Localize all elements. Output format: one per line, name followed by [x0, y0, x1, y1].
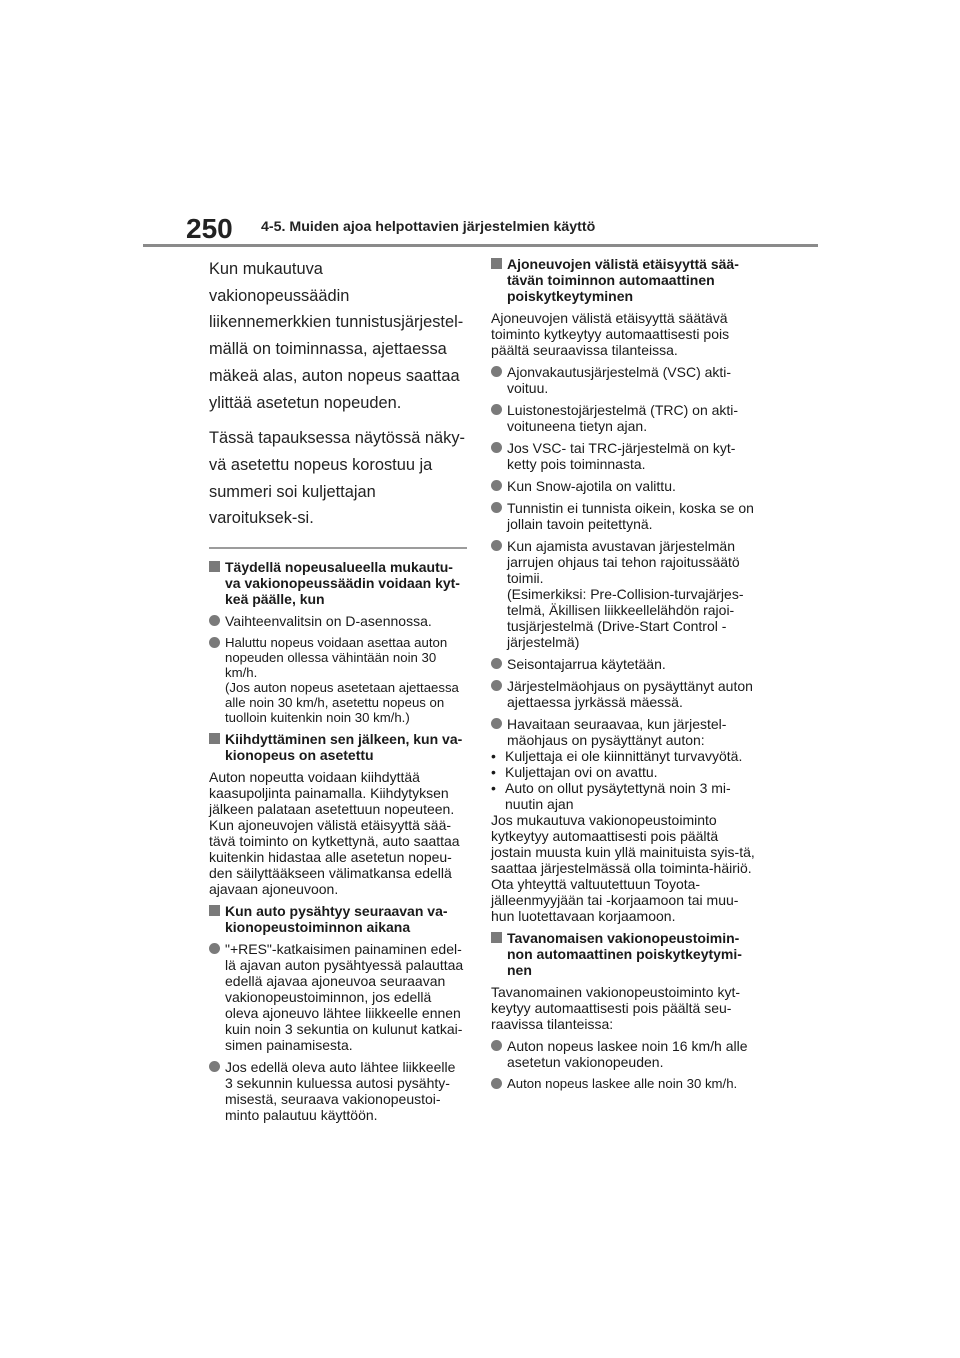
circle-bullet-icon — [209, 615, 220, 626]
heading-text: Tavanomaisen vakionopeustoimin-non automaattinen poiskytkeytymi-nen — [507, 930, 742, 978]
section-heading — [491, 256, 759, 304]
circle-bullet-icon — [491, 442, 502, 453]
bullet-note: (Jos auton nopeus asetetaan ajettaessa alle noin 30 km/h, asetettu nopeus on tuolloin kuitenkin noin 30 km/h.) — [225, 680, 459, 726]
left-column — [209, 256, 467, 1129]
sub-bullet-mark: • — [491, 764, 496, 780]
bullet-item — [209, 1059, 467, 1123]
heading-text: Täydellä nopeusalueella mukautu-va vakionopeussäädin voidaan kyt-keä päälle, kun — [225, 559, 460, 608]
sub-list-item — [491, 748, 759, 764]
body-paragraph: Jos mukautuva vakionopeustoiminto kytkeytyy automaattisesti pois päältä jostain muusta kuin yllä mainituista syis-tä, saattaa järjestelmässä olla toiminta-häiriö. Ota yhteyttä valtuutettuun Toyota-jälleenmyyjään tai -korjaamoon tai muu-hun luotettavaan korjaamoon. — [491, 812, 755, 924]
square-bullet-icon — [209, 733, 220, 744]
circle-bullet-icon — [491, 404, 502, 415]
section-heading — [491, 930, 759, 978]
circle-bullet-icon — [491, 680, 502, 691]
bullet-item — [491, 656, 759, 672]
bullet-text: "+RES"-katkaisimen painaminen edel-lä ajavan auton pysähtyessä palauttaa edellä ajavaa ajoneuvoa seuraavan vakionopeustoiminnon, jos edellä oleva ajoneuvo lähtee liikkeelle ennen kuin noin 3 sekuntia on kulunut katkai-simen painamisesta. — [225, 941, 464, 1054]
bullet-text: Seisontajarrua käytetään. — [507, 656, 666, 672]
bullet-text: Jos VSC- tai TRC-järjestelmä on kyt-ketty pois toiminnasta. — [507, 440, 736, 472]
bullet-text: Haluttu nopeus voidaan asettaa auton nopeuden ollessa vähintään noin 30 km/h. — [225, 635, 448, 681]
circle-bullet-icon — [491, 366, 502, 377]
bullet-item — [491, 402, 759, 434]
heading-text: Ajoneuvojen välistä etäisyyttä sää-tävän toiminnon automaattinen poiskytkeytyminen — [507, 256, 739, 304]
circle-bullet-icon — [491, 718, 502, 729]
sub-list-item — [491, 780, 759, 812]
bullet-item — [209, 613, 467, 629]
intro-paragraph-2: Tässä tapauksessa näytössä näky-vä asetettu nopeus korostuu ja summeri soi kuljettajan varoituksek-si. — [209, 429, 466, 528]
circle-bullet-icon — [491, 1040, 502, 1051]
bullet-item — [491, 678, 759, 710]
square-bullet-icon — [209, 905, 220, 916]
header-rule — [143, 244, 818, 247]
bullet-text: Havaitaan seuraavaa, kun järjestel-mäohjaus on pysäyttänyt auton: — [507, 716, 727, 748]
section-heading — [209, 903, 467, 935]
bullet-text: Vaihteenvalitsin on D-asennossa. — [225, 613, 432, 630]
bullet-note: (Esimerkiksi: Pre-Collision-turvajärjes-telmä, Äkillisen liikkeellelähdön rajoi-tusjärjestelmä (Drive-Start Control -järjestelmä) — [507, 586, 744, 650]
square-bullet-icon — [491, 258, 502, 269]
sub-bullet-mark: • — [491, 748, 496, 764]
bullet-item — [491, 440, 759, 472]
section-heading — [209, 559, 467, 607]
bullet-item — [491, 478, 759, 494]
bullet-text: Järjestelmäohjaus on pysäyttänyt auton ajettaessa jyrkässä mäessä. — [507, 678, 753, 710]
bullet-text: Kun Snow-ajotila on valittu. — [507, 478, 676, 494]
section-heading — [209, 731, 467, 763]
bullet-text: Kun ajamista avustavan järjestelmän jarrujen ohjaus tai tehon rajoitussäätö toimii. — [507, 538, 740, 586]
body-paragraph: Tavanomainen vakionopeustoiminto kyt-keytyy automaattisesti pois päältä seu-raavissa tilanteissa: — [491, 984, 741, 1032]
bullet-text: Ajonvakautusjärjestelmä (VSC) akti-voituu. — [507, 364, 732, 396]
body-paragraph: Auton nopeutta voidaan kiihdyttää kaasupoljinta painamalla. Kiihdytyksen jälkeen palataan asetettuun nopeuteen. Kun ajoneuvojen välistä etäisyyttä sää-tävä toiminto on kytkettynä, auto saattaa kuitenkin hidastaa alle asetetun nopeu-den säilyttääkseen välimatkansa edellä ajavaan ajoneuvoon. — [209, 769, 460, 898]
section-divider — [209, 547, 467, 549]
bullet-item — [209, 635, 467, 725]
bullet-item — [491, 1038, 759, 1070]
heading-text: Kun auto pysähtyy seuraavan va-kionopeustoiminnon aikana — [225, 903, 448, 936]
sub-bullet-mark: • — [491, 780, 496, 796]
bullet-text: Tunnistin ei tunnista oikein, koska se on jollain tavoin peitettynä. — [507, 500, 754, 532]
square-bullet-icon — [491, 932, 502, 943]
bullet-item — [491, 1076, 759, 1091]
right-column — [491, 256, 759, 1097]
bullet-item — [491, 538, 759, 650]
sub-list-item — [491, 764, 759, 780]
section-title: 4-5. Muiden ajoa helpottavien järjestelmien käyttö — [261, 219, 596, 235]
bullet-text: Auton nopeus laskee alle noin 30 km/h. — [507, 1076, 738, 1091]
circle-bullet-icon — [209, 1061, 220, 1072]
circle-bullet-icon — [491, 502, 502, 513]
bullet-item — [491, 500, 759, 532]
bullet-item — [491, 716, 759, 748]
bullet-item — [209, 941, 467, 1053]
bullet-text: Auton nopeus laskee noin 16 km/h alle asetetun vakionopeuden. — [507, 1038, 748, 1070]
body-paragraph: Ajoneuvojen välistä etäisyyttä säätävä toiminto kytkeytyy automaattisesti pois päältä seuraavissa tilanteissa. — [491, 310, 730, 358]
bullet-item — [491, 364, 759, 396]
heading-text: Kiihdyttäminen sen jälkeen, kun va-kionopeus on asetettu — [225, 731, 463, 764]
circle-bullet-icon — [491, 540, 502, 551]
page-number: 250 — [186, 213, 233, 244]
circle-bullet-icon — [209, 943, 220, 954]
circle-bullet-icon — [491, 658, 502, 669]
circle-bullet-icon — [491, 1078, 502, 1089]
square-bullet-icon — [209, 561, 220, 572]
bullet-text: Jos edellä oleva auto lähtee liikkeelle 3 sekunnin kuluessa autosi pysähty-misestä, seuraava vakionopeustoi-minto palautuu käyttöön. — [225, 1059, 456, 1124]
sub-item-text: Kuljettaja ei ole kiinnittänyt turvavyötä. — [505, 748, 743, 764]
sub-item-text: Auto on ollut pysäytettynä noin 3 mi-nuutin ajan — [505, 780, 731, 812]
sub-item-text: Kuljettajan ovi on avattu. — [505, 764, 658, 780]
bullet-text: Luistonestojärjestelmä (TRC) on akti-voituneena tietyn ajan. — [507, 402, 739, 434]
circle-bullet-icon — [209, 637, 220, 648]
circle-bullet-icon — [491, 480, 502, 491]
intro-paragraph-1: Kun mukautuva vakionopeussäädin liikennemerkkien tunnistusjärjestel-mällä on toiminnassa, ajettaessa mäkeä alas, auton nopeus saattaa ylittää asetetun nopeuden. — [209, 260, 464, 412]
